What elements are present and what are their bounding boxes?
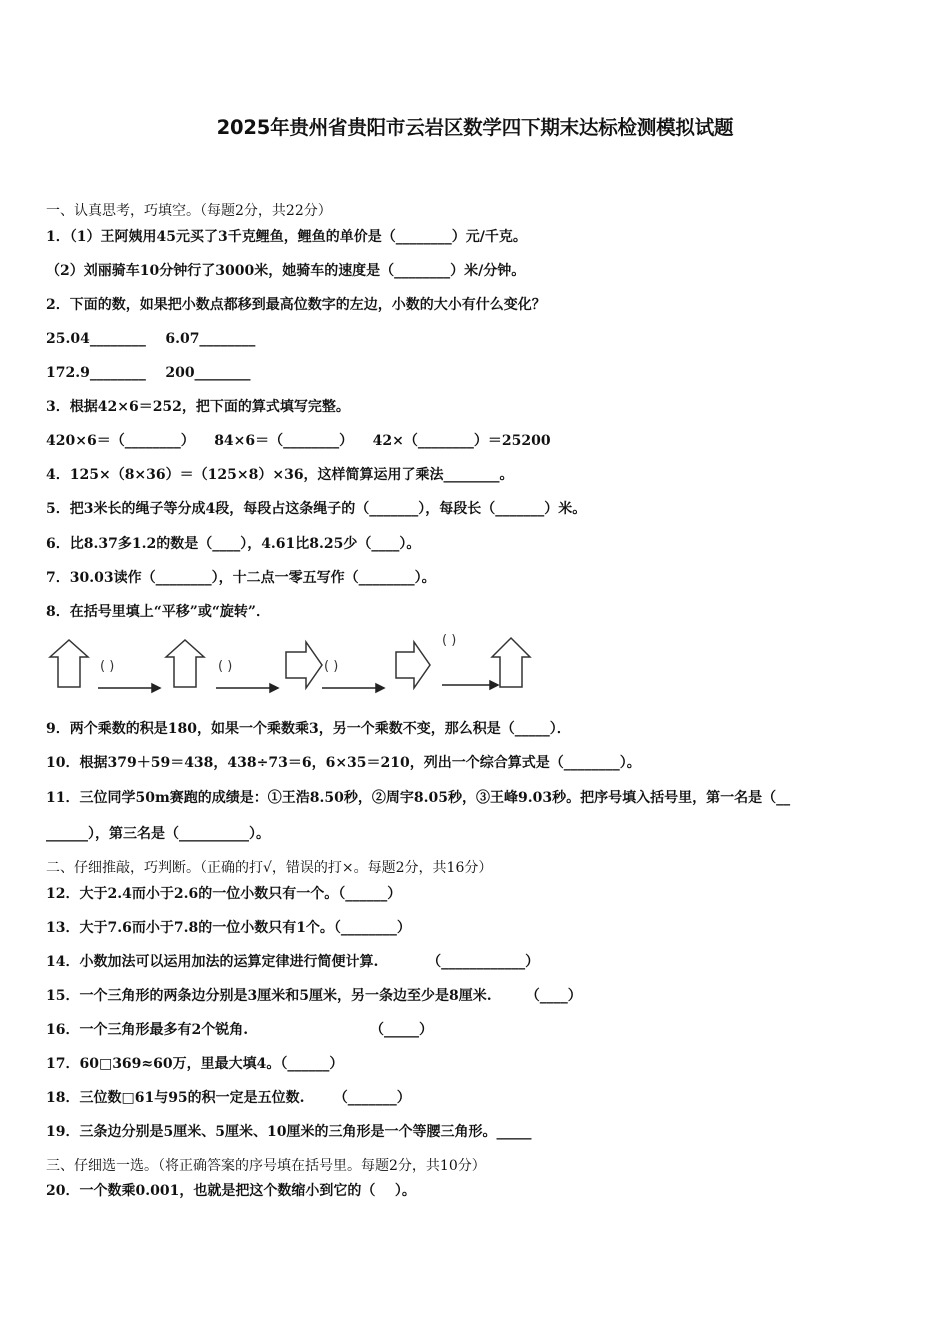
transform-arrow-head-2 — [270, 684, 278, 692]
question-12: 12．大于2.4而小于2.6的一位小数只有一个。（______） — [46, 886, 402, 902]
question-18: 18．三位数□61与95的积一定是五位数. （_______） — [46, 1090, 411, 1106]
question-4: 4．125×（8×36）＝（125×8）×36，这样简算运用了乘法________。 — [46, 467, 514, 483]
question-5: 5．把3米长的绳子等分成4段，每段占这条绳子的（_______），每段长（_______）米。 — [46, 501, 587, 517]
question-1-part-2: （2）刘丽骑车10分钟行了3000米，她骑车的速度是（________）米/分钟。 — [46, 263, 526, 279]
question-17: 17．60□369≈60万，里最大填4。（______） — [46, 1056, 344, 1072]
up-arrow-shape-1 — [50, 640, 88, 687]
question-2: 2．下面的数，如果把小数点都移到最高位数字的左边，小数的大小有什么变化？ — [46, 297, 546, 313]
question-9: 9．两个乘数的积是180，如果一个乘数乘3，另一个乘数不变，那么积是（_____）． — [46, 721, 571, 737]
exam-title: 2025年贵州省贵阳市云岩区数学四下期末达标检测模拟试题 — [216, 116, 734, 139]
question-7: 7．30.03读作（________），十二点一零五写作（________）。 — [46, 570, 436, 586]
arrow-transform-figure — [44, 630, 544, 700]
question-11: 11．三位同学50m赛跑的成绩是：①王浩8.50秒，②周宇8.05秒，③王峰9.03秒。把序号填入括号里，第一名是（__ — [46, 790, 791, 806]
question-10: 10．根据379＋59＝438，438÷73＝6，6×35＝210，列出一个综合算式是（________）。 — [46, 755, 641, 771]
question-15: 15．一个三角形的两条边分别是3厘米和5厘米，另一条边至少是8厘米. （____） — [46, 988, 582, 1004]
transform-arrow-head-1 — [152, 684, 160, 692]
transform-blank-1: ( ) — [100, 659, 115, 674]
question-16: 16．一个三角形最多有2个锐角. （_____） — [46, 1022, 433, 1038]
question-13: 13．大于7.6而小于7.8的一位小数只有1个。（________） — [46, 920, 411, 936]
question-1-part-1: 1．（1）王阿姨用45元买了3千克鲤鱼，鲤鱼的单价是（________）元/千克。 — [46, 229, 527, 245]
question-2-row-2: 172.9________ 200________ — [46, 365, 251, 381]
question-8: 8．在括号里填上“平移”或“旋转”． — [46, 604, 270, 620]
question-3-blanks: 420×6＝（________） 84×6＝（________） 42×（________）＝25200 — [46, 433, 551, 449]
right-arrow-shape-1 — [286, 642, 322, 688]
question-3: 3．根据42×6＝252，把下面的算式填写完整。 — [46, 399, 350, 415]
transform-arrow-head-4 — [490, 681, 498, 689]
question-14: 14．小数加法可以运用加法的运算定律进行简便计算. （____________） — [46, 954, 540, 970]
section-1-heading: 一、认真思考，巧填空。（每题2分，共22分） — [46, 203, 332, 219]
right-arrow-shape-2 — [396, 642, 430, 688]
transform-blank-2: ( ) — [218, 659, 233, 674]
question-20: 20．一个数乘0.001，也就是把这个数缩小到它的（ ）。 — [46, 1183, 416, 1199]
section-3-heading: 三、仔细选一选。（将正确答案的序号填在括号里。每题2分，共10分） — [46, 1158, 486, 1174]
up-arrow-shape-2 — [166, 640, 204, 687]
question-6: 6．比8.37多1.2的数是（____），4.61比8.25少（____）。 — [46, 536, 421, 552]
transform-arrow-head-3 — [376, 684, 384, 692]
up-arrow-shape-3 — [492, 638, 530, 687]
transform-blank-4: ( ) — [442, 633, 457, 648]
transform-blank-3: ( ) — [324, 659, 339, 674]
section-2-heading: 二、仔细推敲，巧判断。（正确的打√，错误的打×。每题2分，共16分） — [46, 860, 493, 876]
question-19: 19．三条边分别是5厘米、5厘米、10厘米的三角形是一个等腰三角形。_____ — [46, 1124, 532, 1140]
question-2-row-1: 25.04________ 6.07________ — [46, 331, 256, 347]
arrow-figure-svg — [44, 630, 544, 700]
question-11-continued: ______），第三名是（__________）。 — [46, 826, 270, 842]
